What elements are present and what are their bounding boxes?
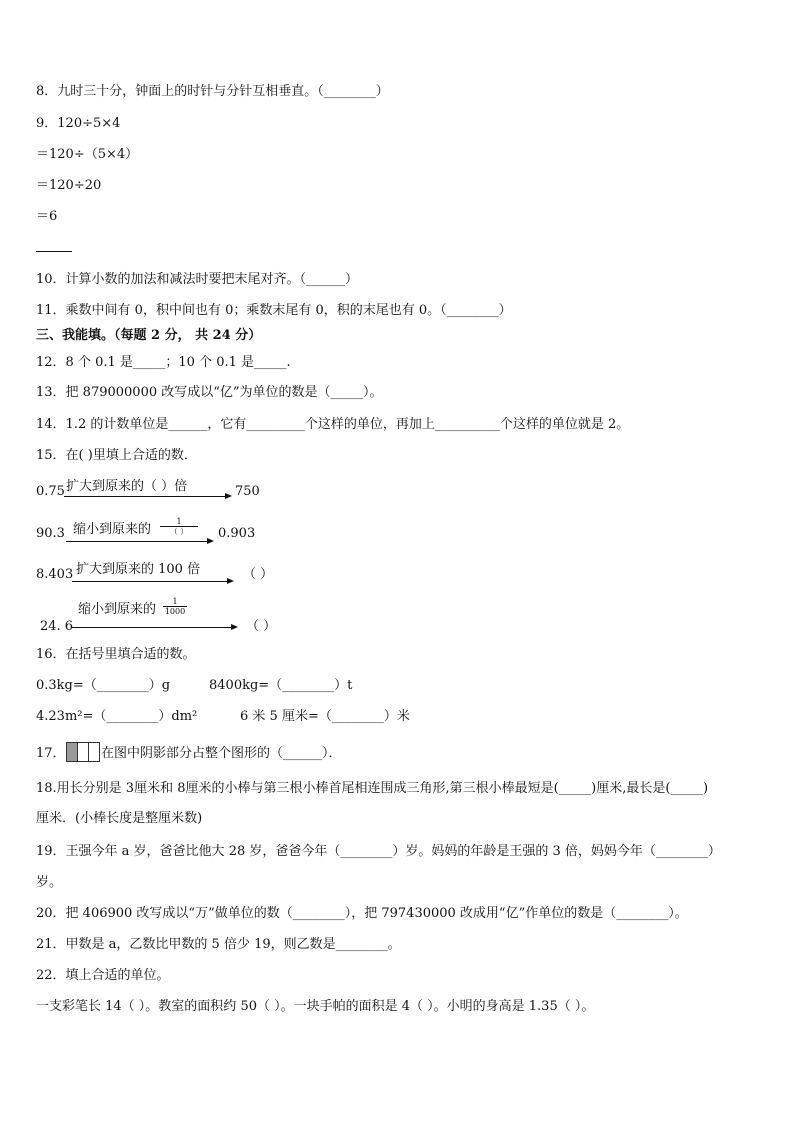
figure-cell <box>89 743 100 761</box>
q14-text: 14．1.2 的计数单位是______，它有_________个这样的单位，再加上__________个这样的单位就是 2。 <box>36 417 630 432</box>
q13-text: 13．把 879000000 改写成以“亿”为单位的数是（_____）。 <box>36 385 383 400</box>
q9-line2: ＝120÷（5×4） <box>36 147 139 162</box>
q22-text: 一支彩笔长 14（ ）。教室的面积约 50（ ）。一块手帕的面积是 4（ ）。小明的身高是 1.35（ ）。 <box>36 999 595 1014</box>
fraction-numerator: 1 <box>176 517 182 526</box>
q15-row4-right: （ ） <box>246 619 277 634</box>
q16-b: 8400kg=（________）t <box>209 678 353 693</box>
shaded-figure <box>66 742 100 762</box>
q21-text: 21．甲数是 a，乙数比甲数的 5 倍少 19，则乙数是________。 <box>36 937 401 952</box>
q15-row4-label: 缩小到原来的 <box>78 602 157 617</box>
q17-number: 17． <box>36 746 66 761</box>
q9-line3: ＝120÷20 <box>36 178 102 193</box>
q15-row4-left: 24. 6 <box>40 619 74 634</box>
q15-title: 15．在( )里填上合适的数． <box>36 448 197 463</box>
q15-row3-right: （ ） <box>243 567 274 582</box>
q22-title: 22．填上合适的单位。 <box>36 968 170 983</box>
q15-row4-arrow <box>72 627 236 628</box>
q16-d: 6 米 5 厘米=（________）米 <box>240 709 410 724</box>
q12-text: 12．8 个 0.1 是_____；10 个 0.1 是_____. <box>36 355 291 370</box>
q15-row2-label: 缩小到原来的 <box>73 522 152 537</box>
q17-text: 在图中阴影部分占整个图形的（______）． <box>101 746 342 761</box>
q16-a: 0.3kg=（________）g <box>36 678 171 693</box>
q15-row2-right: 0.903 <box>218 526 256 541</box>
q16-title: 16．在括号里填合适的数。 <box>36 647 196 662</box>
q15-row1-arrow <box>64 496 230 497</box>
fraction-denominator: （ ） <box>160 526 198 536</box>
q15-row3-arrow <box>72 581 232 582</box>
q15-row3-left: 8.403 <box>36 567 74 582</box>
q19-line1: 19．王强今年 a 岁，爸爸比他大 28 岁，爸爸今年（________）岁。妈妈的年龄是王强的 3 倍，妈妈今年（________） <box>36 844 721 859</box>
fraction-denominator: 1000 <box>164 607 186 616</box>
figure-cell-shaded <box>67 743 78 761</box>
q20-text: 20．把 406900 改写成以“万”做单位的数（________），把 797430000 改成用“亿”作单位的数是（________）。 <box>36 906 688 921</box>
q18-line2: 厘米．(小棒长度是整厘米数) <box>36 811 203 826</box>
q15-row1-right: 750 <box>235 484 260 499</box>
q19-line2: 岁。 <box>36 875 63 890</box>
q15-row1-left: 0.75 <box>36 484 65 499</box>
answer-blank-line <box>36 251 72 252</box>
q16-c: 4.23m²=（________）dm² <box>36 709 198 724</box>
q15-row1-label: 扩大到原来的（ ）倍 <box>66 479 188 494</box>
q18-line1: 18.用长分别是 3厘米和 8厘米的小棒与第三根小棒首尾相连围成三角形,第三根小棒最短是(_____)厘米,最长是(_____) <box>36 781 709 796</box>
q15-row3-label: 扩大到原来的 100 倍 <box>76 562 201 577</box>
q15-row2-arrow <box>66 541 212 542</box>
q9-line1: 9．120÷5×4 <box>36 116 121 131</box>
q11-text: 11．乘数中间有 0，积中间也有 0；乘数末尾有 0，积的末尾也有 0。（________） <box>36 303 512 318</box>
q15-row2-left: 90.3 <box>36 526 65 541</box>
q15-row4-fraction <box>163 597 187 616</box>
q15-row2-fraction <box>160 517 198 536</box>
q9-line4: ＝6 <box>36 209 58 224</box>
q10-text: 10．计算小数的加法和减法时要把末尾对齐。（______） <box>36 272 359 287</box>
section-3-heading: 三、我能填。（每题 2 分， 共 24 分） <box>36 328 262 343</box>
fraction-numerator: 1 <box>172 597 178 606</box>
figure-cell <box>78 743 89 761</box>
q8-text: 8．九时三十分，钟面上的时针与分针互相垂直。（________） <box>36 84 389 99</box>
